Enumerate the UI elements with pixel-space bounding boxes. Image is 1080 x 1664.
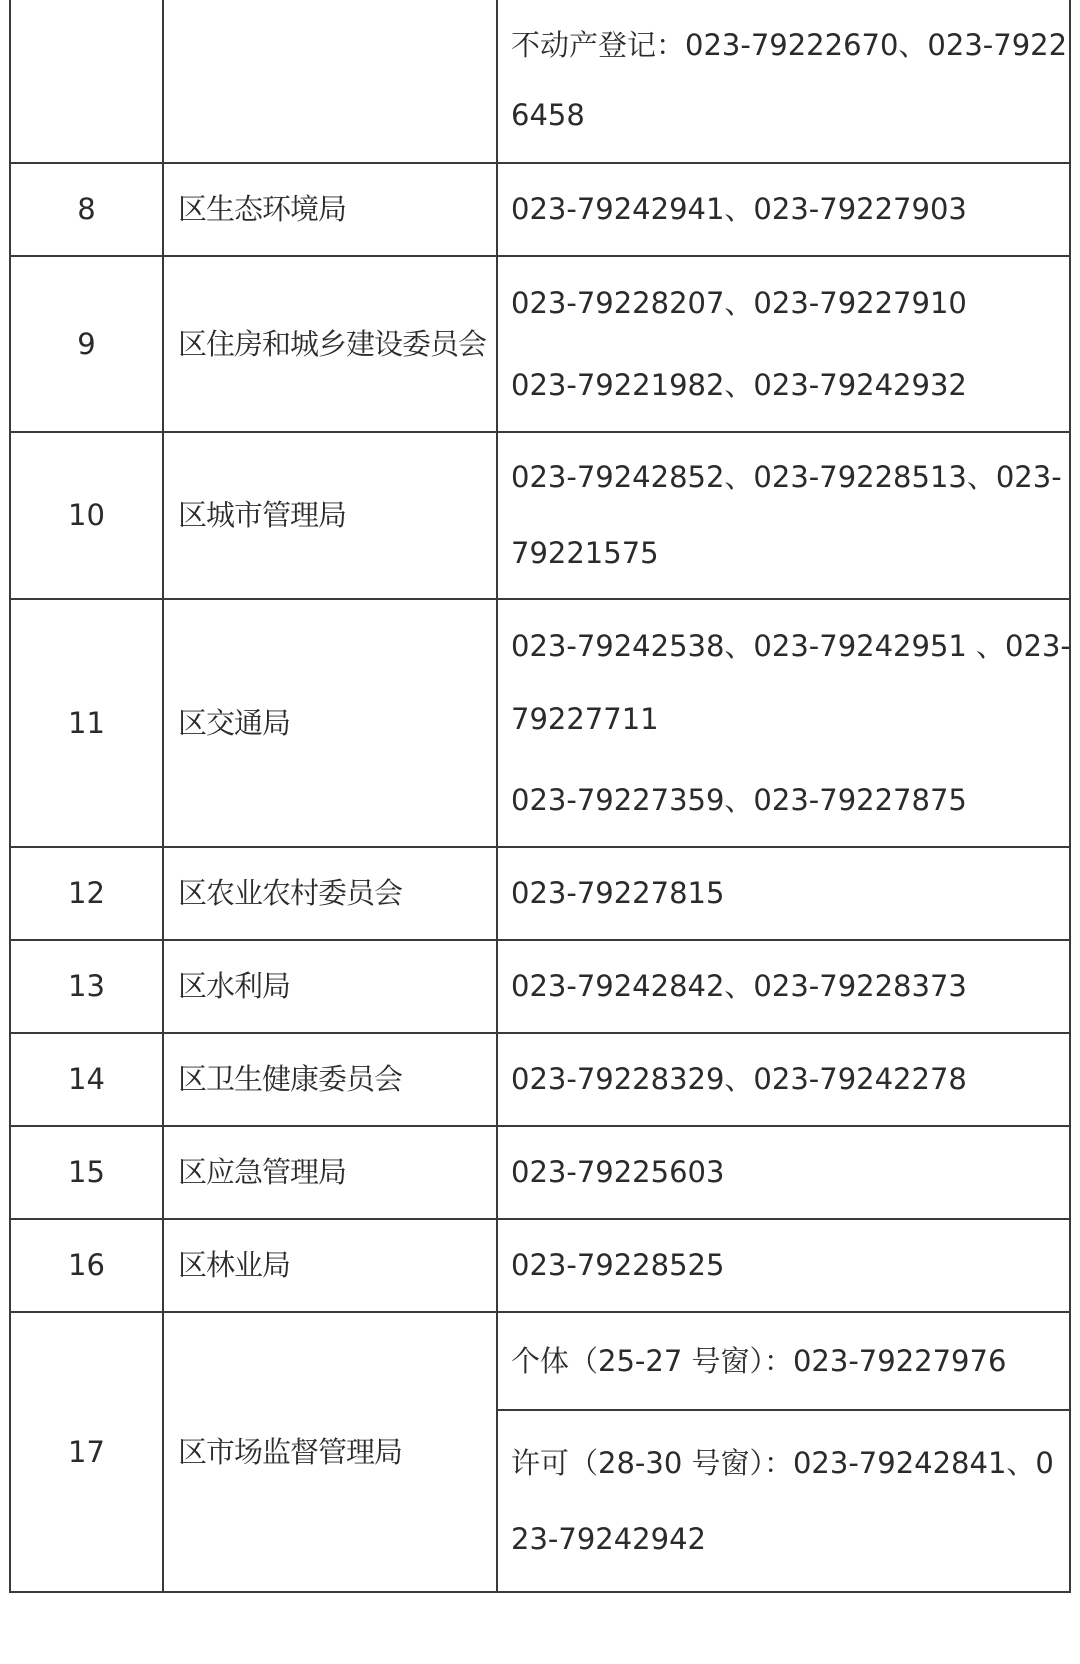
row-number-cell (10, 256, 163, 432)
table-row (10, 1126, 1070, 1219)
row-number-cell (10, 432, 163, 599)
phone-line: 023-79227815 (511, 876, 725, 910)
phone-line: 6458 (511, 97, 585, 132)
table-row (10, 256, 1070, 432)
phone-cell (497, 1312, 1070, 1410)
row-number-cell (10, 1126, 163, 1219)
phone-cell (497, 599, 1070, 847)
row-number-cell (10, 163, 163, 256)
department-cell (163, 256, 497, 432)
department-cell (163, 847, 497, 940)
department-name: 区卫生健康委员会 (178, 1062, 403, 1096)
phone-line: 023-79228525 (511, 1248, 725, 1282)
department-cell (163, 1219, 497, 1312)
department-name: 区农业农村委员会 (178, 876, 403, 910)
phone-line: 023-79242941、023-79227903 (511, 192, 967, 226)
row-number: 17 (68, 1434, 105, 1469)
department-name: 区交通局 (178, 705, 291, 740)
department-cell (163, 0, 497, 163)
table-row (10, 0, 1070, 163)
table-row (10, 940, 1070, 1033)
phone-cell (497, 940, 1070, 1033)
row-number-cell (10, 847, 163, 940)
phone-line: 023-79228329、023-79242278 (511, 1062, 967, 1096)
table-row (10, 1312, 1070, 1410)
department-cell (163, 432, 497, 599)
row-number-cell (10, 599, 163, 847)
phone-line: 023-79221982、023-79242932 (511, 367, 967, 402)
phone-line: 许可（28-30 号窗）：023-79242841、0 (511, 1445, 1054, 1480)
row-number-cell (10, 1219, 163, 1312)
phone-cell (497, 256, 1070, 432)
row-number: 14 (68, 1062, 105, 1096)
row-number: 13 (68, 969, 105, 1003)
phone-cell (497, 0, 1070, 163)
row-number: 15 (68, 1155, 105, 1189)
table-row (10, 847, 1070, 940)
phone-line: 023-79225603 (511, 1155, 725, 1189)
department-cell (163, 599, 497, 847)
department-name: 区城市管理局 (178, 498, 347, 532)
row-number-cell (10, 1033, 163, 1126)
department-name: 区住房和城乡建设委员会 (178, 326, 487, 361)
phone-line: 023-79227359、023-79227875 (511, 782, 967, 817)
department-cell (163, 1033, 497, 1126)
phone-cell (497, 847, 1070, 940)
table-row (10, 1033, 1070, 1126)
phone-line: 023-79242852、023-79228513、023- (511, 460, 1062, 494)
department-cell (163, 1126, 497, 1219)
phone-line: 不动产登记：023-79222670、023-7922 (511, 27, 1068, 62)
department-name: 区应急管理局 (178, 1155, 347, 1189)
department-cell (163, 940, 497, 1033)
phone-cell (497, 1033, 1070, 1126)
phone-cell (497, 1126, 1070, 1219)
phone-cell (497, 1410, 1070, 1592)
phone-line: 个体（25-27 号窗）：023-79227976 (511, 1343, 1007, 1378)
row-number: 10 (68, 498, 105, 532)
department-cell (163, 1312, 497, 1592)
row-number: 12 (68, 876, 105, 910)
phone-line: 79227711 (511, 701, 659, 736)
row-number: 11 (68, 705, 105, 740)
contact-table (9, 0, 1071, 1593)
phone-cell (497, 163, 1070, 256)
table-row (10, 163, 1070, 256)
row-number-cell (10, 940, 163, 1033)
phone-cell (497, 432, 1070, 599)
phone-line: 023-79228207、023-79227910 (511, 285, 967, 320)
row-number: 9 (77, 326, 96, 361)
phone-line: 023-79242538、023-79242951 、023- (511, 628, 1071, 663)
phone-line: 23-79242942 (511, 1521, 706, 1556)
row-number-cell (10, 0, 163, 163)
phone-line: 023-79242842、023-79228373 (511, 969, 967, 1003)
row-number: 16 (68, 1248, 105, 1282)
row-number-cell (10, 1312, 163, 1592)
department-name: 区生态环境局 (178, 192, 347, 226)
department-cell (163, 163, 497, 256)
table-row (10, 1219, 1070, 1312)
department-name: 区市场监督管理局 (178, 1434, 403, 1469)
table-row (10, 599, 1070, 847)
phone-cell (497, 1219, 1070, 1312)
table-row (10, 432, 1070, 599)
row-number: 8 (77, 192, 96, 226)
department-name: 区林业局 (178, 1248, 291, 1282)
department-name: 区水利局 (178, 969, 291, 1003)
phone-line: 79221575 (511, 536, 659, 570)
